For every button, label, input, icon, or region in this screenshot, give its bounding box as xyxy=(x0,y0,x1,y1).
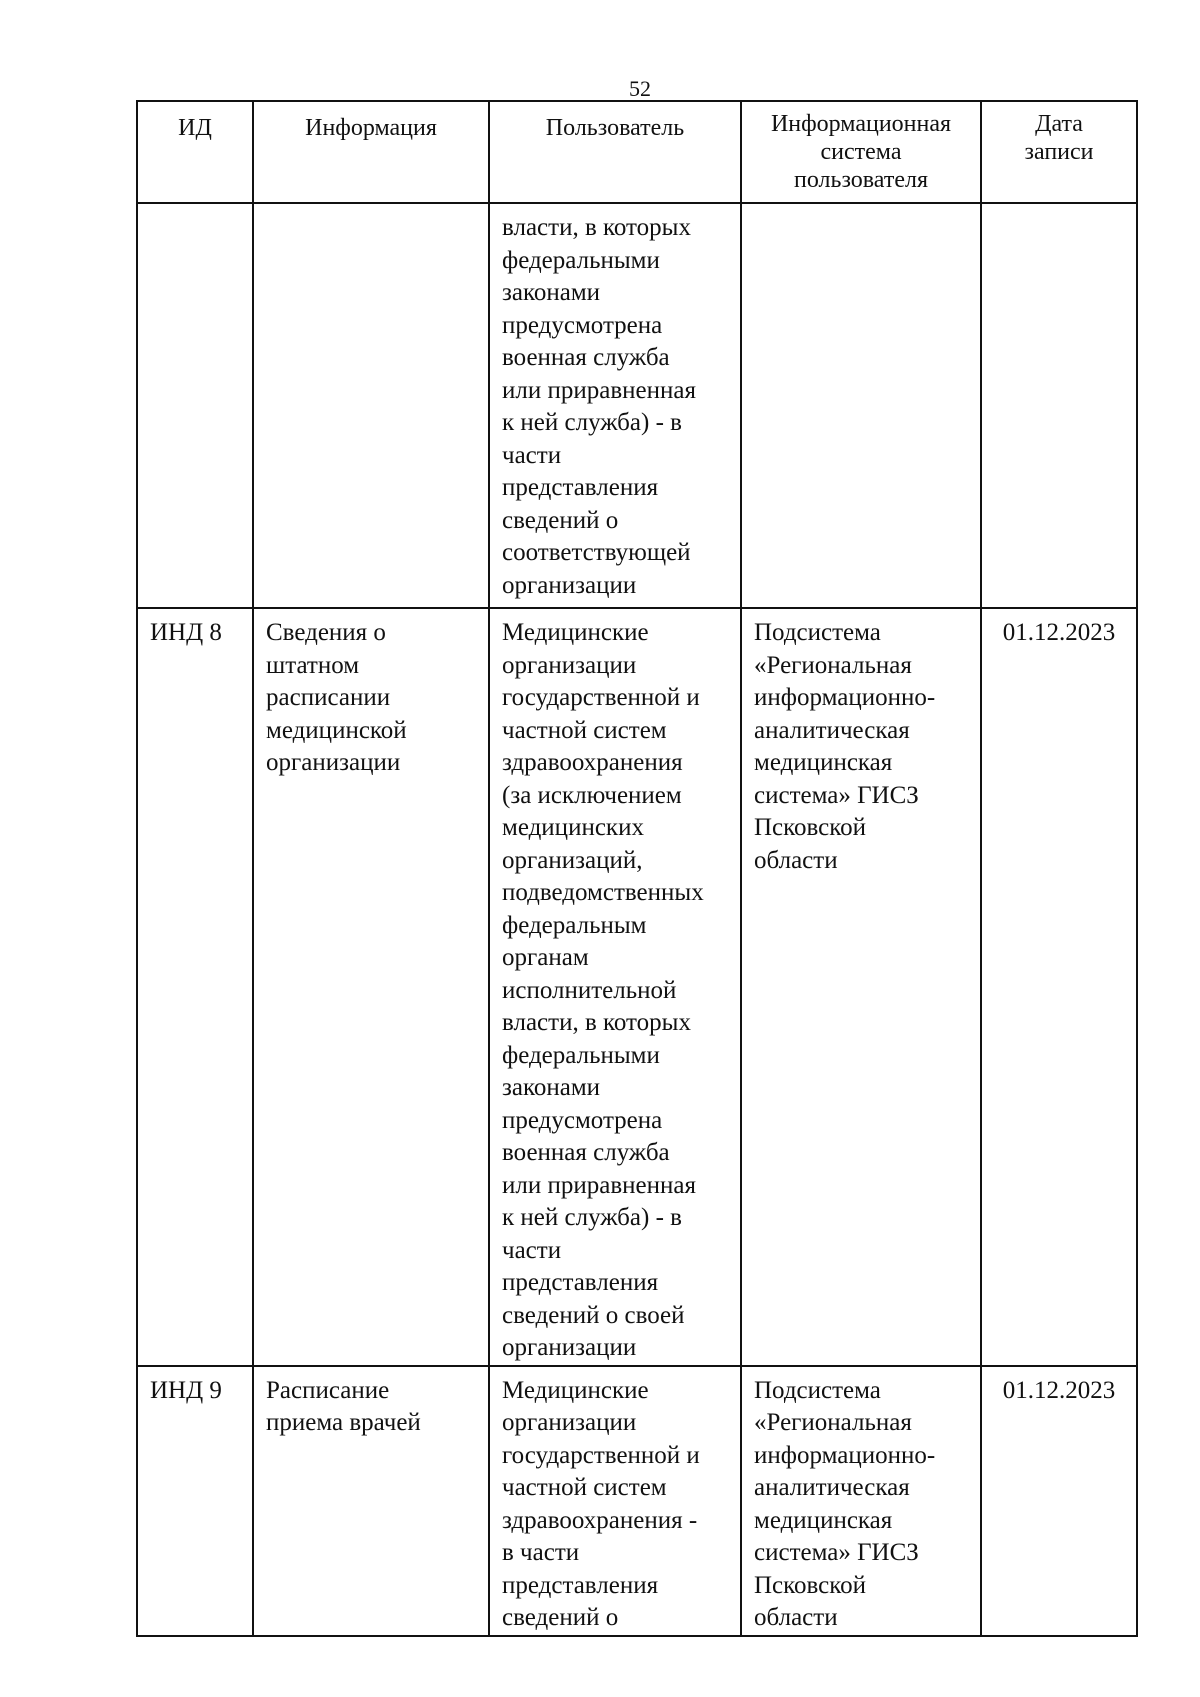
table-header-row xyxy=(137,101,1137,203)
cell-user: Медицинские организации государственной и частной систем здравоохранения (за исключением медицинских организаций, подведомственных федеральным органам исполнительной власти, в которых федеральными законами предусмотрена военная служба или приравненная к ней служба) - в части представления сведений о своей организации xyxy=(489,608,741,1366)
header-id: ИД xyxy=(137,101,253,203)
page-number: 52 xyxy=(629,76,651,101)
cell-date: 01.12.2023 xyxy=(981,1366,1137,1636)
header-user-system: Информационная система пользователя xyxy=(741,101,981,203)
cell-date xyxy=(981,203,1137,608)
table-row-ind8 xyxy=(137,608,1137,1366)
cell-user: власти, в которых федеральными законами предусмотрена военная служба или приравненная к ней служба) - в части представления сведений о соответствующей организации xyxy=(489,203,741,608)
cell-user: Медицинские организации государственной и частной систем здравоохранения - в части представления сведений о xyxy=(489,1366,741,1636)
cell-information xyxy=(253,203,489,608)
header-user: Пользователь xyxy=(489,101,741,203)
cell-system xyxy=(741,203,981,608)
registry-table xyxy=(136,100,1138,1637)
header-information: Информация xyxy=(253,101,489,203)
cell-information: Сведения о штатном расписании медицинской организации xyxy=(253,608,489,1366)
cell-information: Расписание приема врачей xyxy=(253,1366,489,1636)
cell-id: ИНД 8 xyxy=(137,608,253,1366)
cell-date: 01.12.2023 xyxy=(981,608,1137,1366)
cell-id xyxy=(137,203,253,608)
table-row-ind9 xyxy=(137,1366,1137,1636)
header-record-date: Дата записи xyxy=(981,101,1137,203)
table-row-continuation xyxy=(137,203,1137,608)
cell-system: Подсистема «Региональная информационно- аналитическая медицинская система» ГИСЗ Псковской области xyxy=(741,608,981,1366)
cell-system: Подсистема «Региональная информационно- аналитическая медицинская система» ГИСЗ Псковской области xyxy=(741,1366,981,1636)
cell-id: ИНД 9 xyxy=(137,1366,253,1636)
